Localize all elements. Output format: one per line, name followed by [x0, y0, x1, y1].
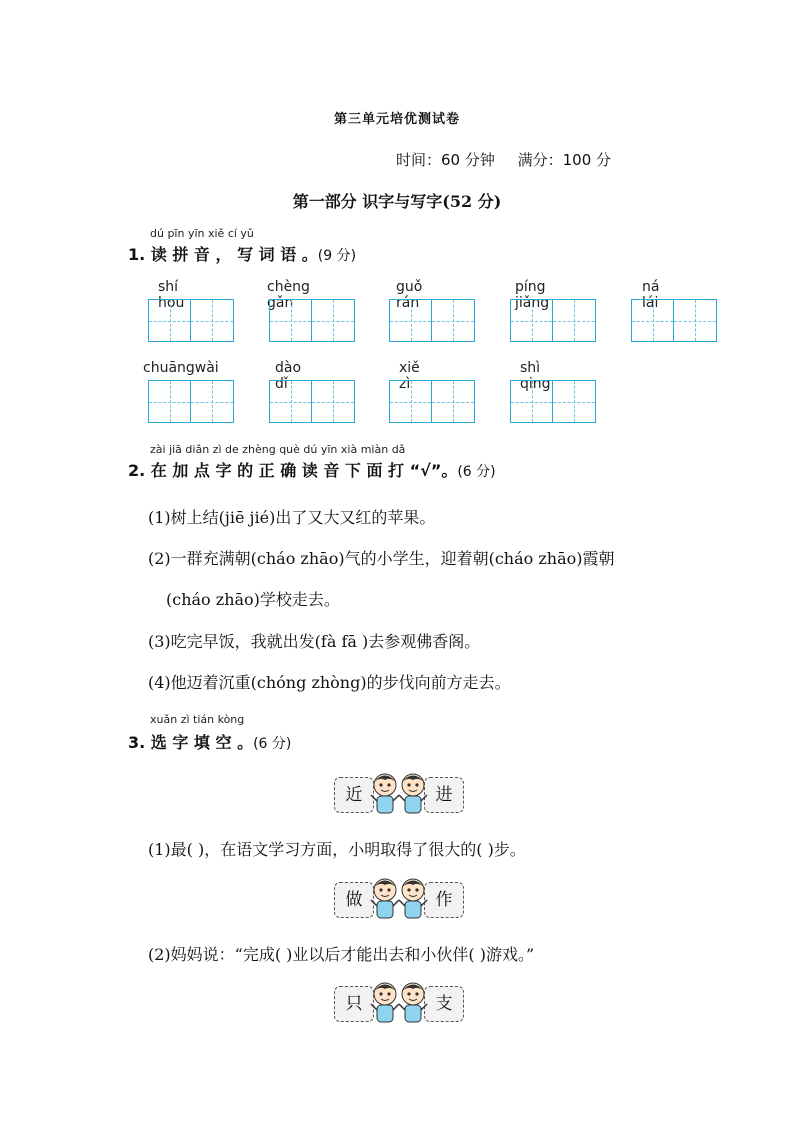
kids-icon: [370, 980, 428, 1028]
q2-item-2: (2)一群充满朝(cháo zhāo)气的小学生，迎着朝(cháo zhāo)霞朝: [148, 549, 615, 568]
q2-heading-text: 2. 在 加 点 字 的 正 确 读 音 下 面 打 “√”。: [128, 461, 458, 480]
page-title: 第三单元培优测试卷: [333, 112, 460, 127]
choice-left[interactable]: 做: [334, 882, 374, 918]
writing-cell[interactable]: [312, 380, 355, 423]
word-pinyin: chuāngwài: [143, 360, 219, 376]
writing-cell[interactable]: [553, 380, 596, 423]
writing-cell[interactable]: [389, 380, 432, 423]
writing-cell[interactable]: [553, 299, 596, 342]
writing-cell[interactable]: [510, 380, 553, 423]
word-pinyin: guǒ rán: [396, 279, 423, 311]
choice-right[interactable]: 进: [424, 777, 464, 813]
q3-item-1: (1)最( )，在语文学习方面，小明取得了很大的( )步。: [148, 840, 526, 859]
writing-cell[interactable]: [432, 380, 475, 423]
writing-cell[interactable]: [510, 299, 553, 342]
q3-heading: [128, 730, 291, 753]
writing-cell[interactable]: [432, 299, 475, 342]
kid-left-icon: [371, 774, 399, 813]
q2-item-2-cont: (cháo zhāo)学校走去。: [166, 590, 340, 609]
q1-pinyin: dú pīn yīn xiě cí yǔ: [150, 227, 254, 240]
word-pinyin: shí hou: [158, 279, 185, 311]
q2-score: (6 分): [457, 464, 496, 480]
full-score: 满分：100 分: [517, 151, 612, 169]
q2-item-4: (4)他迈着沉重(chóng zhòng)的步伐向前方走去。: [148, 673, 511, 692]
word-pinyin: chèng gǎn: [267, 279, 310, 311]
kid-left-icon: [371, 983, 399, 1022]
q2-item-3: (3)吃完早饭，我就出发(fà fā )去参观佛香阁。: [148, 632, 481, 651]
q3-heading-text: 3. 选 字 填 空 。: [128, 733, 254, 752]
writing-cell[interactable]: [191, 299, 234, 342]
writing-cell[interactable]: [148, 380, 191, 423]
writing-cell[interactable]: [389, 299, 432, 342]
q3-item-2: (2)妈妈说：“完成( )业以后才能出去和小伙伴( )游戏。”: [148, 945, 535, 964]
choice-card: [334, 982, 464, 1026]
choice-left[interactable]: 近: [334, 777, 374, 813]
writing-cell[interactable]: [191, 380, 234, 423]
writing-cell[interactable]: [312, 299, 355, 342]
kids-icon: [370, 771, 428, 819]
q2-heading: [128, 458, 496, 481]
exam-info: [396, 149, 611, 170]
word-pinyin: dào dǐ: [275, 360, 302, 392]
time-limit: 时间：60 分钟: [396, 151, 495, 169]
writing-cell[interactable]: [148, 299, 191, 342]
kid-left-icon: [371, 879, 399, 918]
word-pinyin: xiě zì: [399, 360, 420, 392]
kid-right-icon: [399, 774, 427, 813]
q1-score: (9 分): [317, 248, 357, 264]
word-pinyin: píng jiǎng: [515, 279, 550, 311]
writing-cell[interactable]: [269, 380, 312, 423]
kid-right-icon: [399, 879, 427, 918]
choice-card: [334, 773, 464, 817]
part-title: 第一部分 识字与写字(52 分): [292, 192, 502, 211]
q2-pinyin: zài jiā diǎn zì de zhèng què dú yīn xià miàn dǎ: [150, 443, 406, 456]
choice-left[interactable]: 只: [334, 986, 374, 1022]
q1-heading: [128, 242, 356, 265]
writing-cell[interactable]: [269, 299, 312, 342]
choice-right[interactable]: 作: [424, 882, 464, 918]
kids-icon: [370, 876, 428, 924]
q3-pinyin: xuǎn zì tián kòng: [150, 713, 245, 726]
choice-card: [334, 878, 464, 922]
writing-cell[interactable]: [674, 299, 717, 342]
q3-score: (6 分): [253, 736, 292, 752]
kid-right-icon: [399, 983, 427, 1022]
word-pinyin: ná lái: [642, 279, 660, 311]
q1-heading-text: 1. 读 拼 音 ， 写 词 语 。: [128, 245, 318, 264]
q2-item-1: (1)树上结(jiē jié)出了又大又红的苹果。: [148, 508, 436, 527]
choice-right[interactable]: 支: [424, 986, 464, 1022]
word-pinyin: shì qing: [520, 360, 551, 392]
writing-cell[interactable]: [631, 299, 674, 342]
